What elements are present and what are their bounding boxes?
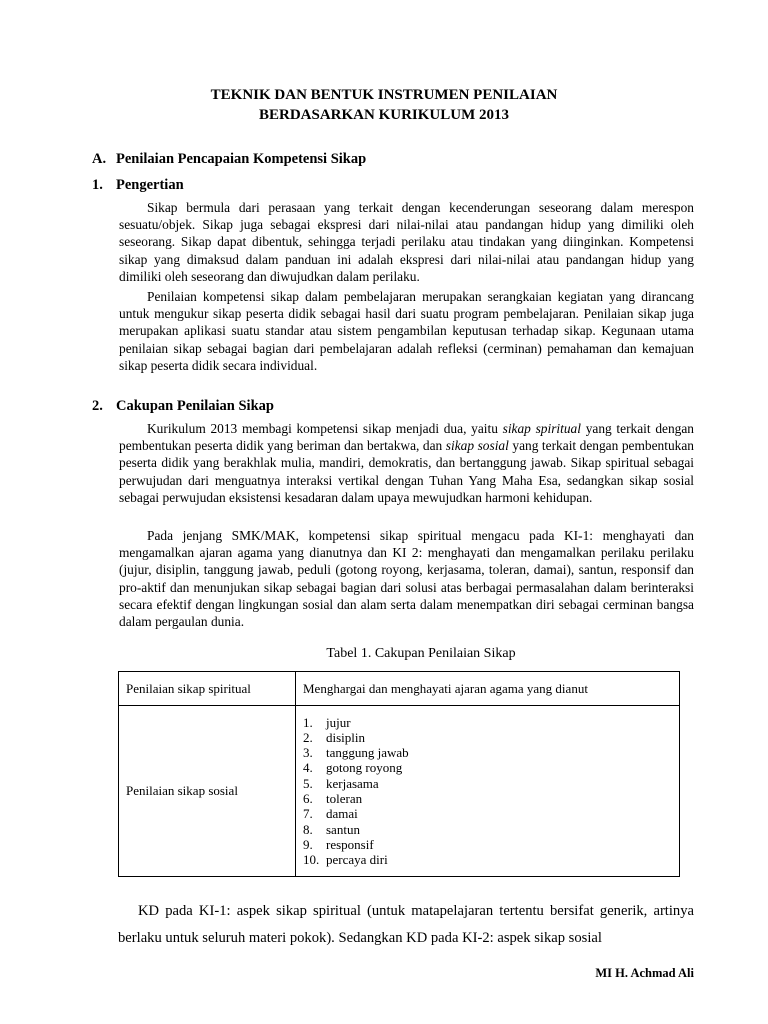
list-item: 10. percaya diri	[303, 852, 388, 868]
list-item: 3. tanggung jawab	[303, 745, 409, 761]
section-2-number: 2.	[92, 398, 103, 414]
section-a-number: A.	[92, 151, 107, 167]
cakupan-paragraph-1-text-3: yang terkait dengan pembentukan peserta didik yang berakhlak mulia, mandiri, demokratis, dan bertanggung jawab. Sikap spiritual sebagai perwujudan dari menguatnya interaksi vertikal dengan Tuhan Yang Maha Esa, sedangkan sikap sosial sebagai perwujudan eksistensi kesadaran dalam upaya mewujudkan harmoni kehidupan.	[119, 438, 694, 505]
sikap-sosial-list	[303, 715, 672, 868]
pengertian-paragraph-1: Sikap bermula dari perasaan yang terkait dengan kecenderungan seseorang dalam merespon sesuatu/objek. Sikap juga sebagai ekspresi dari nilai-nilai atau pandangan hidup yang dimiliki oleh seseorang. Sikap dapat dibentuk, sehingga terjadi perilaku atau tindakan yang diinginkan. Kompetensi sikap yang dimaksud dalam panduan ini adalah ekspresi dari nilai-nilai atau pandangan hidup yang dimiliki oleh seseorang dan diwujudkan dalam perilaku.	[119, 200, 694, 284]
section-1-heading	[92, 175, 184, 195]
section-1-number: 1.	[92, 177, 103, 193]
section-2-heading	[92, 396, 274, 416]
table-row	[119, 672, 680, 706]
section-a-label: Penilaian Pencapaian Kompetensi Sikap	[116, 151, 367, 167]
closing-paragraph: KD pada KI-1: aspek sikap spiritual (untuk matapelajaran tertentu bersifat generik, artinya berlaku untuk seluruh materi pokok). Sedangkan KD pada KI-2: aspek sikap sosial	[118, 903, 694, 946]
document-title-line-2: BERDASARKAN KURIKULUM 2013	[258, 107, 509, 123]
cakupan-penilaian-table	[118, 671, 680, 877]
footer-author: MI H. Achmad Ali	[595, 966, 694, 980]
list-item: 2. disiplin	[303, 729, 366, 745]
cakupan-paragraph-1-text-1: Kurikulum 2013 membagi kompetensi sikap menjadi dua, yaitu	[147, 421, 503, 436]
cakupan-paragraph-2: Pada jenjang SMK/MAK, kompetensi sikap spiritual mengacu pada KI-1: menghayati dan mengamalkan ajaran agama yang dianutnya dan KI 2: menghayati dan mengamalkan perilaku perilaku (jujur, disiplin, tanggung jawab, peduli (gotong royong, kerjasama, toleran, damai), santun, responsif dan pro-aktif dan menunjukan sikap sebagai bagian dari solusi atas berbagai permasalahan dalam berinteraksi secara efektif dengan lingkungan sosial dan alam serta dalam menempatkan diri sebagai cerminan bangsa dalam pergaulan dunia.	[119, 528, 694, 630]
cakupan-paragraph-1-text-2: yang terkait dengan pembentukan peserta didik yang beriman dan bertakwa, dan	[119, 421, 694, 454]
section-1-label: Pengertian	[116, 177, 184, 193]
list-item: 1. jujur	[303, 714, 351, 730]
pengertian-paragraph-2: Penilaian kompetensi sikap dalam pembelajaran merupakan serangkaian kegiatan yang dirancang untuk mengukur sikap peserta didik sebagai hasil dari suatu program pembelajaran. Penilaian sikap juga merupakan aplikasi suatu standar atau sistem pengambilan keputusan terhadap sikap. Kegunaan utama penilaian sikap sebagai bagian dari pembelajaran adalah refleksi (cerminan) pemahaman dan kemajuan sikap peserta didik secara individual.	[119, 289, 694, 373]
list-item: 4. gotong royong	[303, 760, 403, 776]
table-caption: Tabel 1. Cakupan Penilaian Sikap	[326, 646, 516, 661]
section-2-label: Cakupan Penilaian Sikap	[116, 398, 274, 414]
term-sikap-sosial: sikap sosial	[445, 438, 509, 454]
table-cell-sosial-values	[296, 706, 680, 877]
table-cell-spiritual-value: Menghargai dan menghayati ajaran agama yang dianut	[296, 672, 680, 706]
list-item: 7. damai	[303, 806, 358, 822]
document-title-line-1: TEKNIK DAN BENTUK INSTRUMEN PENILAIAN	[210, 87, 558, 103]
section-a-heading	[92, 149, 366, 169]
list-item: 9. responsif	[303, 836, 374, 852]
list-item: 6. toleran	[303, 791, 363, 806]
table-row	[119, 706, 680, 877]
cakupan-paragraph-1	[119, 420, 694, 506]
table-cell-sosial-label: Penilaian sikap sosial	[119, 706, 296, 877]
list-item: 5. kerjasama	[303, 775, 379, 791]
table-cell-spiritual-label: Penilaian sikap spiritual	[119, 672, 296, 706]
term-sikap-spiritual: sikap spiritual	[502, 421, 581, 436]
list-item: 8. santun	[303, 821, 360, 837]
